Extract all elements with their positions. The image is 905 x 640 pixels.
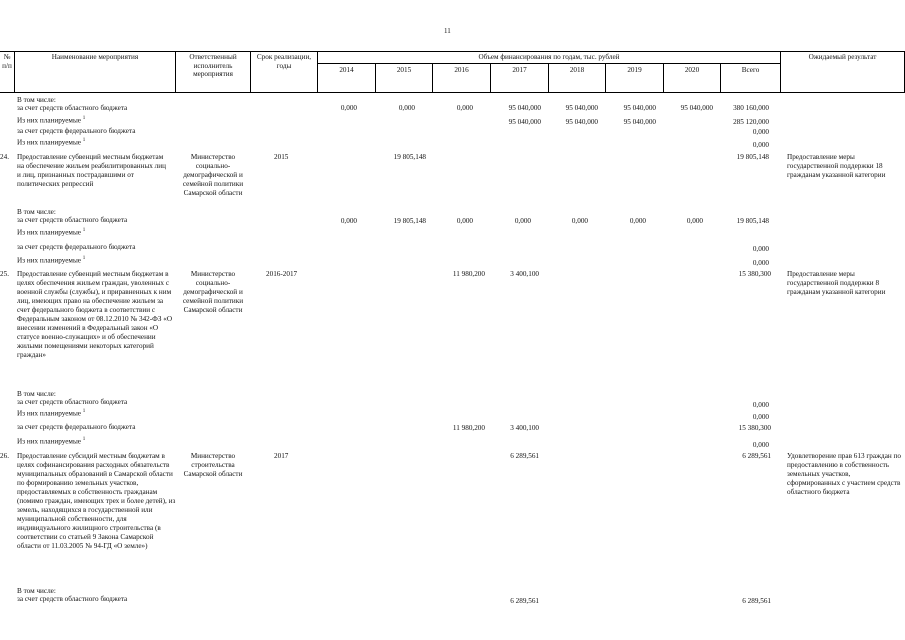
value-2015: 0,000 [398,104,415,112]
value-2016: 0,000 [456,217,473,225]
value-2017: 95 040,000 [508,118,541,126]
value-total: 0,000 [752,245,769,253]
value-2017: 0,000 [514,217,531,225]
value-2017: 6 289,561 [510,452,539,460]
item-period: 2015 [274,153,289,161]
value-2019: 0,000 [629,217,646,225]
item-number: 25. [0,270,9,278]
header-name: Наименование мероприятия [51,53,139,61]
value-total: 0,000 [752,141,769,149]
page-number: 11 [444,27,451,35]
planned-label: Из них планируемые $^1$ [17,256,86,265]
value-2016: 0,000 [456,104,473,112]
regional-budget-label: за счет средств областного бюджета [17,216,128,224]
planned-label: Из них планируемые $^1$ [17,116,86,125]
federal-budget-label: за счет средств федерального бюджета [17,243,136,251]
incl-label: В том числе: [17,587,56,595]
planned-label: Из них планируемые $^1$ [17,409,86,418]
header-year-2014: 2014 [339,66,354,74]
value-total: 0,000 [752,259,769,267]
value-2018: 95 040,000 [565,118,598,126]
header-total: Всего [741,66,760,74]
planned-label: Из них планируемые $^1$ [17,437,86,446]
item-name: Предоставление субвенций местным бюджетам в целях обеспечения жильем граждан, уволенных с военной службы (службы), и приравненных к ним лиц, имеющих право на обеспечение жильем за счет федерального бюджета в соответствии с Федеральным законом от 08.12.2010 № 342-ФЗ «О внесении изменений в Федеральный закон «О статусе военно-служащих» и об обеспечении жилыми помещениями некоторых категорий граждан» [17,270,173,359]
planned-label: Из них планируемые $^1$ [17,228,86,237]
value-total: 0,000 [752,401,769,409]
incl-label: В том числе: [17,208,56,216]
item-result: Предоставление меры государственной поддержки 18 гражданам указанной категории [787,153,886,179]
value-2018: 0,000 [571,217,588,225]
value-total: 380 160,000 [733,104,769,112]
value-total: 15 380,300 [738,424,771,432]
value-total: 0,000 [752,128,769,136]
incl-label: В том числе: [17,390,56,398]
header-result: Ожидаемый результат [808,53,877,61]
item-name: Предоставление субвенций местным бюджетам на обеспечение жильем реабилитированных лиц и лиц, признанных пострадавшими от политических репрессий [17,153,166,188]
value-total: 6 289,561 [742,452,771,460]
header-year-2016: 2016 [454,66,469,74]
header-year-2015: 2015 [396,66,412,74]
value-2016: 11 980,200 [452,424,485,432]
federal-budget-label: за счет средств федерального бюджета [17,423,136,431]
value-total: 19 805,148 [736,153,769,161]
planned-label: Из них планируемые $^1$ [17,138,86,147]
value-total: 15 380,300 [738,270,771,278]
value-2020: 95 040,000 [680,104,713,112]
incl-label: В том числе: [17,96,56,104]
header-executor: Ответственный исполнитель мероприятия [189,53,237,79]
value-2015: 19 805,148 [393,217,426,225]
regional-budget-label: за счет средств областного бюджета [17,104,128,112]
value-2016: 11 980,200 [452,270,485,278]
item-number: 24. [0,153,9,161]
header-year-2020: 2020 [684,66,700,74]
federal-budget-label: за счет средств федерального бюджета [17,127,136,135]
item-executor: Министерство социально-демографической и семейной политики Самарской области [182,153,244,197]
value-2017: 6 289,561 [510,597,539,605]
header-year-2018: 2018 [569,66,585,74]
header-year-2019: 2019 [627,66,642,74]
value-total: 0,000 [752,413,769,421]
header-bottom-border [0,92,905,93]
value-2017: 3 400,100 [510,424,539,432]
value-2014: 0,000 [340,104,357,112]
value-2019: 95 040,000 [623,104,656,112]
regional-budget-label: за счет средств областного бюджета [17,398,128,406]
value-2015: 19 805,148 [393,153,426,161]
value-2019: 95 040,000 [623,118,656,126]
item-executor: Министерство строительства Самарской области [183,452,243,478]
regional-budget-label: за счет средств областного бюджета [17,595,128,603]
item-period: 2017 [274,452,289,460]
header-period: Срок реализации, годы [256,53,312,70]
value-2018: 95 040,000 [565,104,598,112]
value-total: 6 289,561 [742,597,771,605]
item-period: 2016-2017 [266,270,298,278]
value-2017: 95 040,000 [508,104,541,112]
item-executor: Министерство социально-демографической и семейной политики Самарской области [182,270,244,314]
item-number: 26. [0,452,9,460]
value-2017: 3 400,100 [510,270,539,278]
header-volume: Объем финансирования по годам, тыс. рублей [478,53,620,61]
item-result: Удовлетворение прав 613 граждан по предоставлению в собственность земельных участков, сформированных с участием средств областного бюджета [787,452,901,496]
item-result: Предоставление меры государственной поддержки 8 гражданам указанной категории [787,270,886,296]
item-name: Предоставление субсидий местным бюджетам в целях софинансирования расходных обязательств муниципальных образований в Самарской области по формированию земельных участков, предоставляемых в собственность гражданам (помимо граждан, имеющих трех и более детей), из земель, находящихся в государственной или муниципальной собственности, для индивидуального жилищного строительства (в соответствии со статьей 9 Закона Самарской области от 11.03.2005 № 94-ГД «О земле») [17,452,176,550]
value-2014: 0,000 [340,217,357,225]
value-total: 285 120,000 [733,118,769,126]
header-no: № п/п [2,53,12,70]
value-2020: 0,000 [686,217,703,225]
value-total: 0,000 [752,441,769,449]
value-total: 19 805,148 [736,217,769,225]
header-year-2017: 2017 [512,66,527,74]
header-top-border [0,51,905,52]
